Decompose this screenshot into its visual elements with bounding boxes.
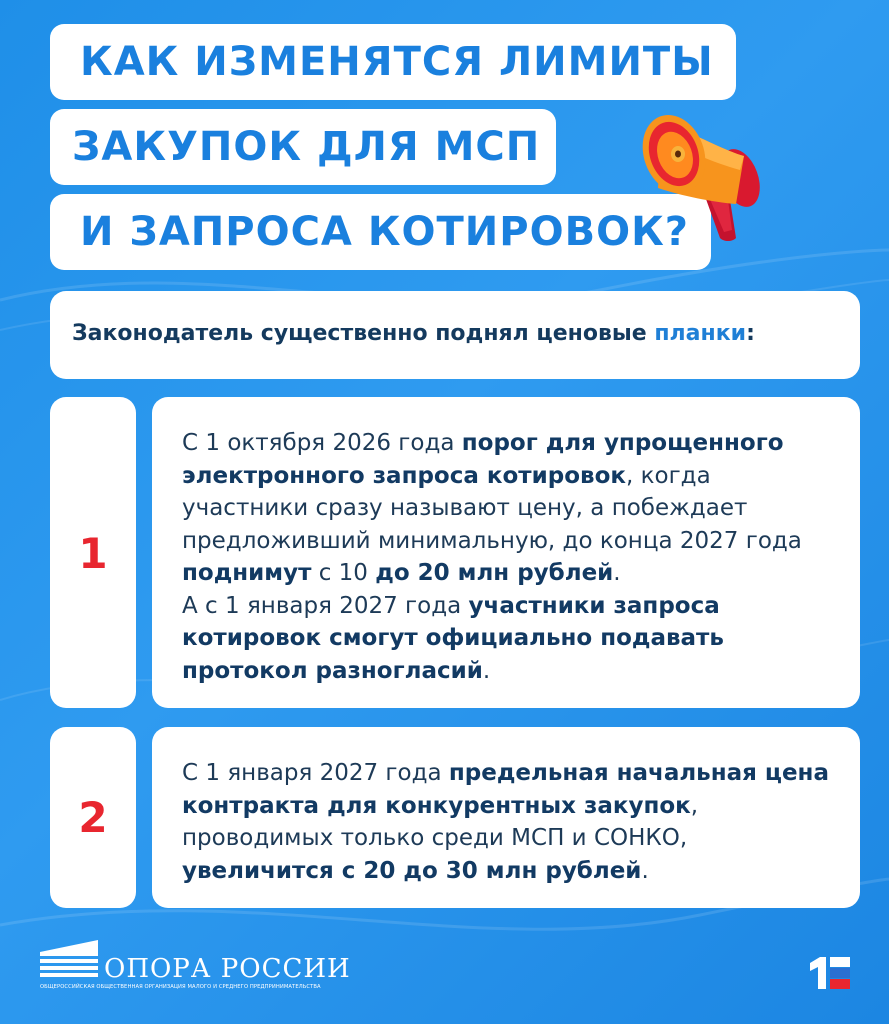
- megaphone-icon: [632, 92, 782, 252]
- item-number-box-1: [50, 397, 136, 708]
- item-number-1: 1: [78, 529, 108, 578]
- title-line-2: ЗАКУПОК ДЛЯ МСП: [50, 109, 556, 185]
- logo-subtitle: ОБЩЕРОССИЙСКАЯ ОБЩЕСТВЕННАЯ ОРГАНИЗАЦИЯ МАЛОГО И СРЕДНЕГО ПРЕДПРИНИМАТЕЛЬСТВА: [40, 984, 321, 990]
- title-line-3: И ЗАПРОСА КОТИРОВОК?: [50, 194, 711, 270]
- item-text-1: С 1 октября 2026 года порог для упрощенного электронного запроса котировок, когда участники сразу называют цену, а побеждает предложивший минимальную, до конца 2027 года поднимут с 10 до 20 млн рублей. А с 1 января 2027 года участники запроса котировок смогут официально подавать протокол разногласий.: [182, 430, 802, 684]
- item-card-1: [152, 397, 860, 708]
- logo-name: ОПОРА РОССИИ: [104, 954, 351, 984]
- item-text-2: С 1 января 2027 года предельная начальная цена контракта для конкурентных закупок, проводимых только среди МСП и СОНКО, увеличится с 20 до 30 млн рублей.: [182, 760, 829, 884]
- item-number-2: 2: [78, 793, 108, 842]
- channel-one-icon: [808, 955, 852, 991]
- intro-box: [50, 291, 860, 379]
- intro-text: Законодатель существенно поднял ценовые планки:: [72, 321, 755, 346]
- intro-highlight: планки: [654, 321, 747, 346]
- item-number-box-2: [50, 727, 136, 908]
- title-line-1: КАК ИЗМЕНЯТСЯ ЛИМИТЫ: [50, 24, 736, 100]
- item-card-2: [152, 727, 860, 908]
